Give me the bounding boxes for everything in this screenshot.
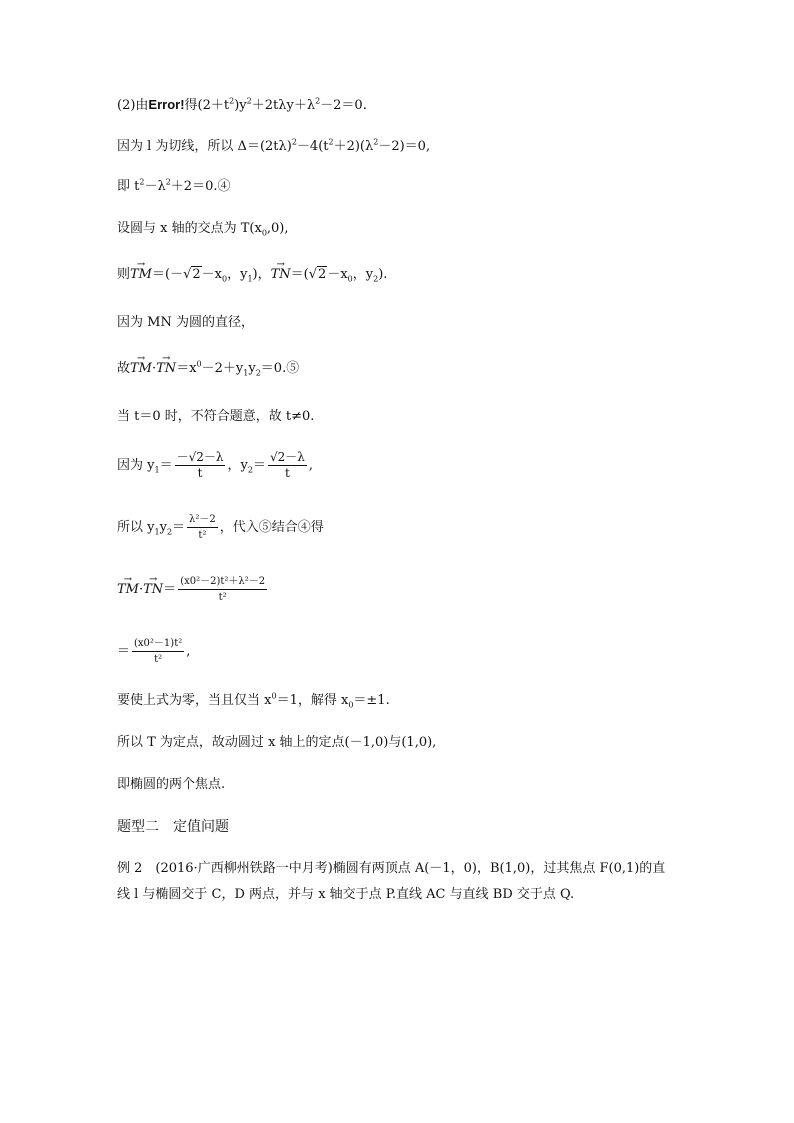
text: 设圆与 x 轴的交点为 T(x [117, 221, 262, 236]
example-line-2: 线 l 与椭圆交于 C，D 两点，并与 x 轴交于点 P.直线 AC 与直线 BD 交于点 Q. [117, 887, 575, 902]
solution-line-4 [117, 220, 289, 238]
text: ＝0.⑤ [260, 361, 300, 376]
text: ＝ [117, 644, 131, 659]
text: ,0), [266, 221, 289, 236]
text: －2＋y [201, 361, 244, 376]
text: 即 t [117, 179, 140, 194]
text: )， [252, 267, 271, 282]
solution-line-1 [117, 96, 367, 115]
fraction [175, 450, 226, 481]
text: ，y [227, 267, 248, 282]
denominator: t [175, 465, 226, 481]
text: ＝±1. [353, 693, 390, 708]
text: ＝ [163, 582, 177, 597]
solution-line-3 [117, 178, 230, 196]
text: 得(2＋t [184, 98, 230, 113]
text: · [138, 582, 144, 597]
text: ). [378, 267, 388, 282]
denominator: t² [187, 527, 218, 543]
subscript: 0 [348, 700, 354, 710]
vector-tm: → TM [130, 360, 152, 378]
solution-line-10 [117, 512, 324, 543]
solution-line-9 [117, 450, 313, 481]
fraction [132, 636, 184, 667]
fraction [178, 574, 267, 605]
text: ＋2＝0.④ [170, 179, 231, 194]
text: ＋2tλy＋λ [251, 98, 316, 113]
text: 当 t＝0 时，不符合题意，故 t≠0. [117, 409, 315, 424]
superscript: 2 [165, 177, 171, 187]
superscript: 2 [291, 137, 297, 147]
text: 因为 y [117, 458, 155, 473]
solution-line-8 [117, 408, 314, 426]
error-text: Error! [148, 97, 185, 112]
solution-line-5 [117, 266, 387, 284]
text: ，y [352, 267, 374, 282]
text: ＝x [176, 361, 197, 376]
sqrt: √2 [308, 267, 327, 282]
radicand: 2 [318, 267, 327, 282]
subscript: 0 [347, 274, 353, 284]
solution-line-15 [117, 776, 225, 794]
superscript: 2 [246, 96, 252, 106]
text: 所以 y [117, 520, 155, 535]
superscript: 2 [139, 177, 145, 187]
text: －2＝0. [320, 98, 367, 113]
numerator: λ²－2 [189, 514, 216, 525]
subscript: 1 [243, 368, 249, 378]
text: 故 [117, 361, 131, 376]
subscript: 1 [154, 527, 160, 537]
text: ，代入⑤结合④得 [219, 520, 324, 535]
numerator: (x0²－1)t² [134, 638, 183, 649]
vector-tn: → TN [156, 360, 176, 378]
fraction [268, 450, 307, 481]
text: · [152, 361, 157, 376]
denominator: t [268, 465, 307, 481]
text: ＋2)(λ [333, 139, 374, 154]
text: ＝ [172, 520, 186, 535]
superscript: 2 [315, 96, 321, 106]
text: 即椭圆的两个焦点. [117, 777, 226, 792]
solution-line-6 [117, 314, 254, 332]
text: y [248, 361, 256, 376]
text: －λ [144, 179, 166, 194]
text: , [308, 458, 313, 473]
sqrt: √2 [183, 267, 201, 282]
superscript: 0 [271, 691, 277, 701]
text: ＝ [159, 458, 173, 473]
text: －x [327, 267, 348, 282]
solution-line-2 [117, 138, 430, 156]
text: (2)由 [117, 98, 149, 113]
subscript: 0 [222, 274, 228, 284]
text: －4(t [296, 139, 329, 154]
subscript: 1 [154, 465, 160, 475]
text: y [159, 520, 167, 535]
text: 则 [117, 267, 131, 282]
subscript: 2 [373, 274, 379, 284]
text: －2)＝0, [378, 139, 431, 154]
text: ＝(－ [152, 267, 184, 282]
vector-tm: → TM [130, 266, 152, 284]
superscript: 0 [196, 359, 202, 369]
vector-tn: → TN [271, 266, 291, 284]
text: 所以 T 为定点，故动圆过 x 轴上的定点(－1,0)与(1,0), [117, 735, 437, 750]
solution-line-12 [117, 636, 190, 667]
numerator: －√2－λ [176, 450, 224, 464]
solution-line-11 [117, 574, 269, 605]
solution-line-7 [117, 360, 299, 378]
vector-tn: → TN [143, 581, 163, 599]
section-heading: 题型二 定值问题 [117, 819, 229, 835]
numerator: (x0²－2)t²＋λ²－2 [180, 576, 266, 587]
subscript: 2 [247, 465, 253, 475]
numerator: √2－λ [269, 450, 305, 464]
subscript: 2 [255, 368, 261, 378]
fraction [187, 512, 218, 543]
subscript: 2 [166, 527, 173, 537]
text: ，y [227, 458, 248, 473]
text: 因为 l 为切线，所以 Δ＝(2tλ) [117, 139, 292, 154]
vector-tm: → TM [117, 581, 139, 599]
solution-line-14 [117, 734, 436, 752]
denominator: t² [178, 589, 267, 605]
radicand: 2 [192, 267, 201, 282]
superscript: 2 [373, 137, 379, 147]
text: )y [234, 98, 247, 113]
subscript: 0 [261, 228, 267, 238]
superscript: 2 [229, 96, 235, 106]
text: ＝1，解得 x [276, 693, 349, 708]
text: 因为 MN 为圆的直径， [117, 315, 254, 330]
text: 要使上式为零，当且仅当 x [117, 693, 272, 708]
text: －x [201, 267, 222, 282]
example-line-1: 例 2 (2016·广西柳州铁路一中月考)椭圆有两顶点 A(－1，0)，B(1,0)，过其焦点 F(0,1)的直 [117, 861, 666, 876]
solution-line-13 [117, 692, 390, 710]
text: , [186, 644, 191, 659]
subscript: 1 [247, 274, 253, 284]
denominator: t² [132, 651, 184, 667]
text: ＝ [252, 458, 266, 473]
text: ＝( [290, 267, 309, 282]
superscript: 2 [328, 137, 334, 147]
